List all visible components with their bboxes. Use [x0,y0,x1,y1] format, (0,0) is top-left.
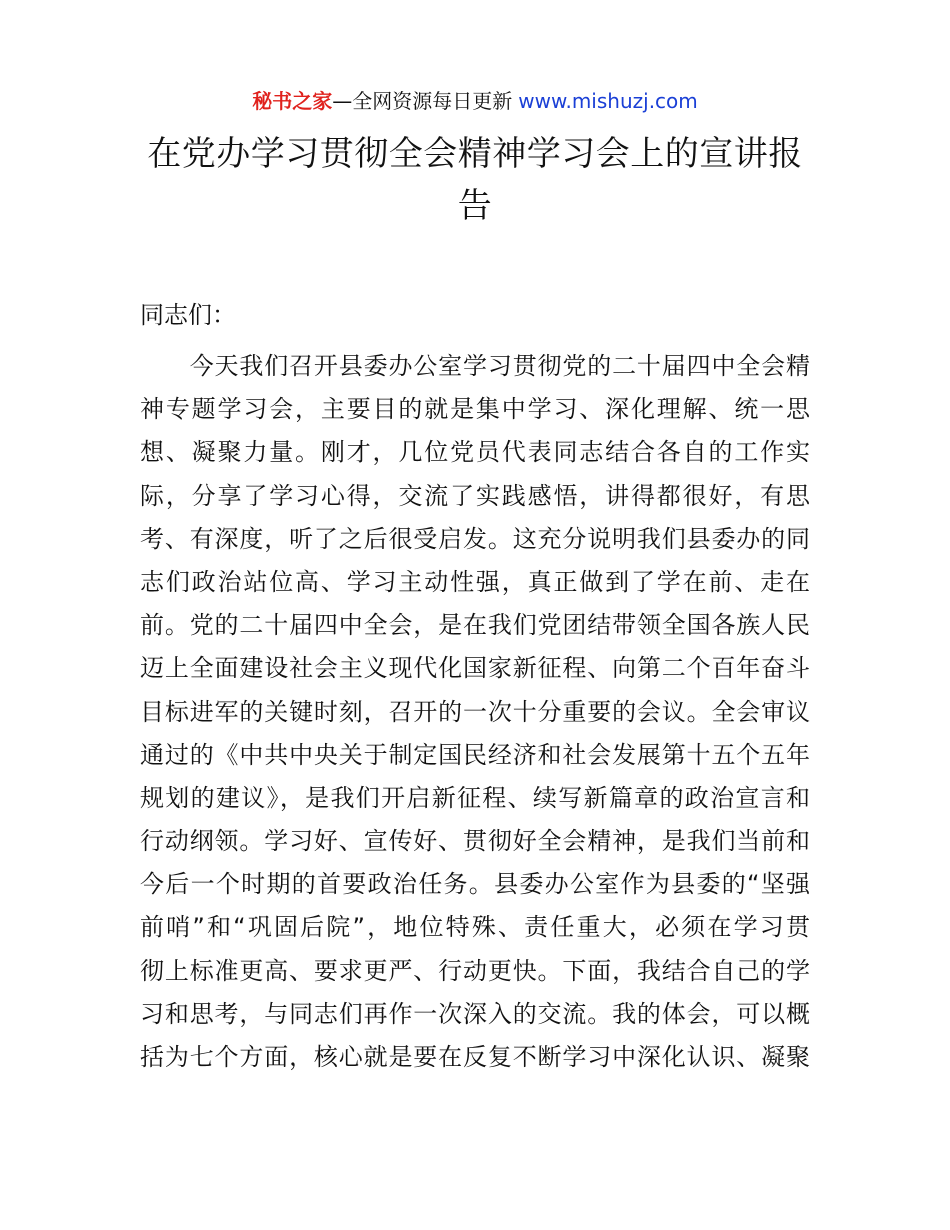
paragraph-line: 今天我们召开县委办公室学习贯彻党的二十届四中全会精 [140,352,810,380]
paragraph-line: 行动纲领。学习好、宣传好、贯彻好全会精神，是我们当前和 [140,827,810,856]
paragraph-line: 前哨”和“巩固后院”，地位特殊、责任重大，必须在学习贯 [140,913,810,942]
site-url-link[interactable]: www.mishuzj.com [518,89,698,113]
paragraph-line: 前。党的二十届四中全会，是在我们党团结带领全国各族人民 [140,611,810,640]
paragraph-line: 目标进军的关键时刻，召开的一次十分重要的会议。全会审议 [140,697,810,726]
paragraph-line: 今后一个时期的首要政治任务。县委办公室作为县委的“坚强 [140,870,810,899]
paragraph-line: 通过的《中共中央关于制定国民经济和社会发展第十五个五年 [140,740,810,769]
paragraph-line: 想、凝聚力量。刚才，几位党员代表同志结合各自的工作实 [140,438,810,467]
salutation: 同志们： [140,301,236,329]
brand-name: 秘书之家 [252,89,333,113]
paragraph-line: 彻上标准更高、要求更严、行动更快。下面，我结合自己的学 [140,956,810,985]
document-title: 在党办学习贯彻全会精神学习会上的宣讲报告 [147,134,803,226]
paragraph-line: 神专题学习会，主要目的就是集中学习、深化理解、统一思 [140,395,810,424]
paragraph-line: 习和思考，与同志们再作一次深入的交流。我的体会，可以概 [140,999,810,1028]
paragraph-line: 志们政治站位高、学习主动性强，真正做到了学在前、走在 [140,567,810,596]
paragraph-line: 迈上全面建设社会主义现代化国家新征程、向第二个百年奋斗 [140,654,810,683]
paragraph-line: 规划的建议》，是我们开启新征程、续写新篇章的政治宣言和 [140,783,810,812]
paragraph-line: 际，分享了学习心得，交流了实践感悟，讲得都很好，有思 [140,481,810,510]
site-header-banner [0,86,950,116]
body-paragraph [140,345,810,1079]
paragraph-line: 考、有深度，听了之后很受启发。这充分说明我们县委办的同 [140,524,810,553]
header-tagline: —全网资源每日更新 [332,89,513,113]
paragraph-line: 括为七个方面，核心就是要在反复不断学习中深化认识、凝聚 [140,1043,810,1071]
